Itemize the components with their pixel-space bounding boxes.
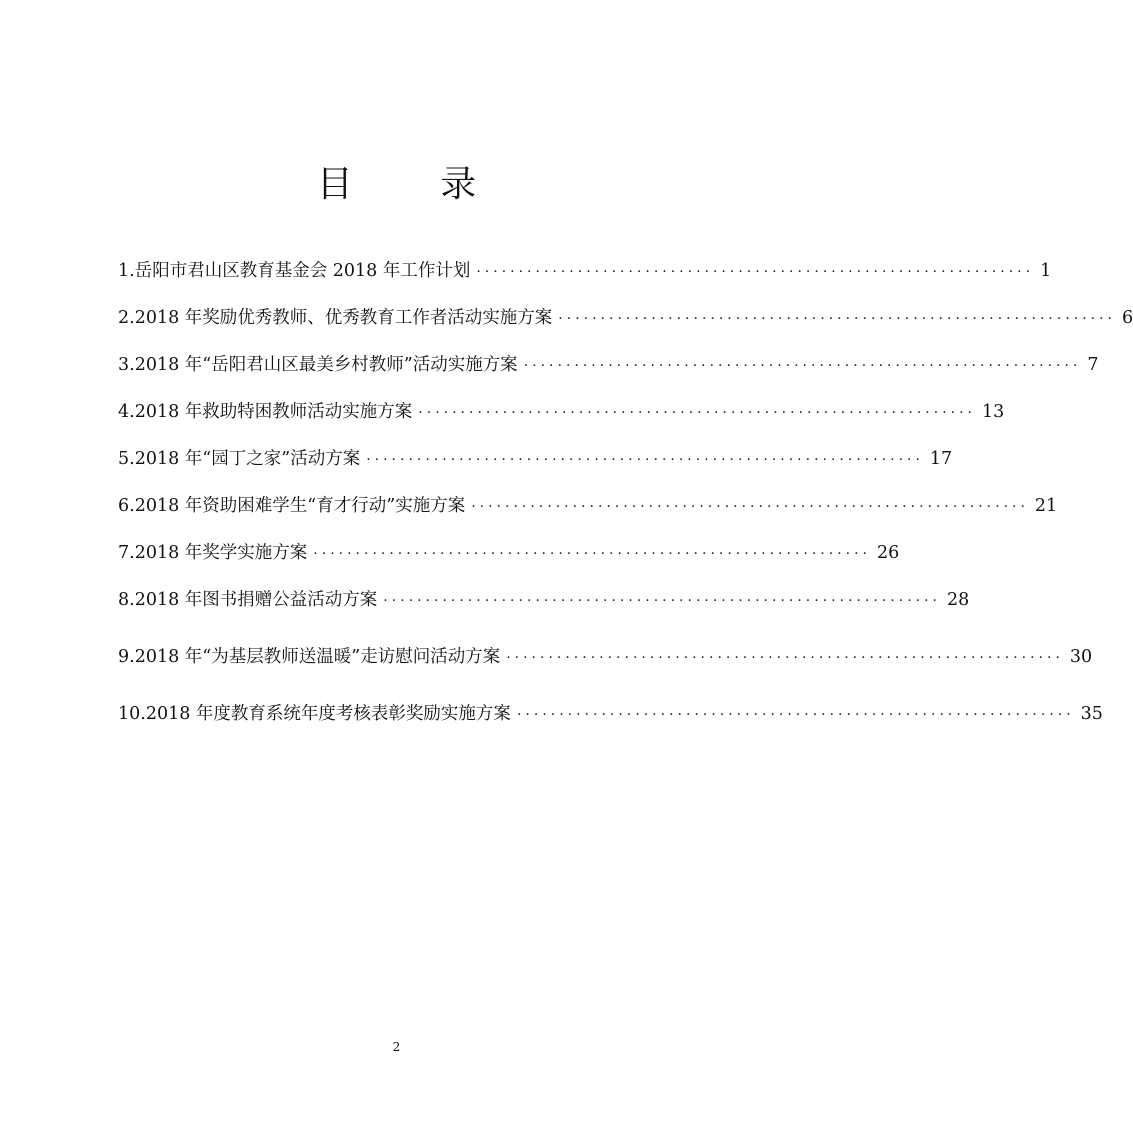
toc-leader-dots: ·································································· <box>383 593 942 609</box>
toc-entry-page: 21 <box>1034 496 1058 516</box>
toc-entry-page: 26 <box>877 543 900 563</box>
toc-entry-page: 17 <box>929 449 953 469</box>
toc-entry-title: 1.岳阳市君山区教育基金会 2018 年工作计划 <box>118 261 471 281</box>
toc-leader-dots: ·································································· <box>506 650 1064 666</box>
toc-entry[interactable] <box>118 392 1005 439</box>
toc-entry-title: 10.2018 年度教育系统年度考核表彰奖励实施方案 <box>118 704 511 724</box>
toc-leader-dots: ·································································· <box>516 707 1075 723</box>
toc-entry[interactable] <box>118 486 1058 533</box>
toc-entry-title: 8.2018 年图书捐赠公益活动方案 <box>118 590 378 610</box>
toc-leader-dots: ·································································· <box>476 264 1035 280</box>
toc-entry[interactable] <box>118 298 1133 345</box>
toc-entry[interactable] <box>118 251 1052 298</box>
toc-entry[interactable] <box>118 580 970 627</box>
toc-entry-title: 3.2018 年“岳阳君山区最美乡村教师”活动实施方案 <box>118 355 518 375</box>
toc-entry-page: 13 <box>982 402 1005 422</box>
toc-entry[interactable] <box>118 533 900 580</box>
toc-entry-title: 9.2018 年“为基层教师送温暖”走访慰问活动方案 <box>118 647 501 667</box>
toc-entry-page: 35 <box>1080 704 1103 724</box>
toc-entry[interactable] <box>118 637 1093 684</box>
toc-entry-title: 4.2018 年救助特困教师活动实施方案 <box>118 402 413 422</box>
toc-entry-page: 30 <box>1069 647 1093 667</box>
toc-leader-dots: ·································································· <box>471 499 1029 515</box>
toc-entry-page: 7 <box>1087 355 1099 375</box>
toc-entry-page: 1 <box>1040 261 1052 281</box>
toc-leader-dots: ·································································· <box>418 405 977 421</box>
toc-leader-dots: ·································································· <box>558 311 1117 327</box>
toc-leader-dots: ·································································· <box>313 546 872 562</box>
toc-entry-title: 7.2018 年奖学实施方案 <box>118 543 308 563</box>
toc-entry-page: 28 <box>947 590 970 610</box>
toc-entry-page: 6 <box>1122 308 1133 328</box>
toc-entry[interactable] <box>118 439 953 486</box>
toc-entry-title: 6.2018 年资助困难学生“育才行动”实施方案 <box>118 496 466 516</box>
toc-entry[interactable] <box>118 345 1099 392</box>
toc-entry[interactable] <box>118 694 1103 741</box>
page-number: 2 <box>392 1040 401 1054</box>
page-title: 目 录 <box>316 164 515 205</box>
toc-entry-title: 2.2018 年奖励优秀教师、优秀教育工作者活动实施方案 <box>118 308 553 328</box>
toc-entry-title: 5.2018 年“园丁之家”活动方案 <box>118 449 361 469</box>
toc-leader-dots: ·································································· <box>523 358 1082 374</box>
toc-leader-dots: ·································································· <box>366 452 924 468</box>
table-of-contents <box>118 251 1133 741</box>
